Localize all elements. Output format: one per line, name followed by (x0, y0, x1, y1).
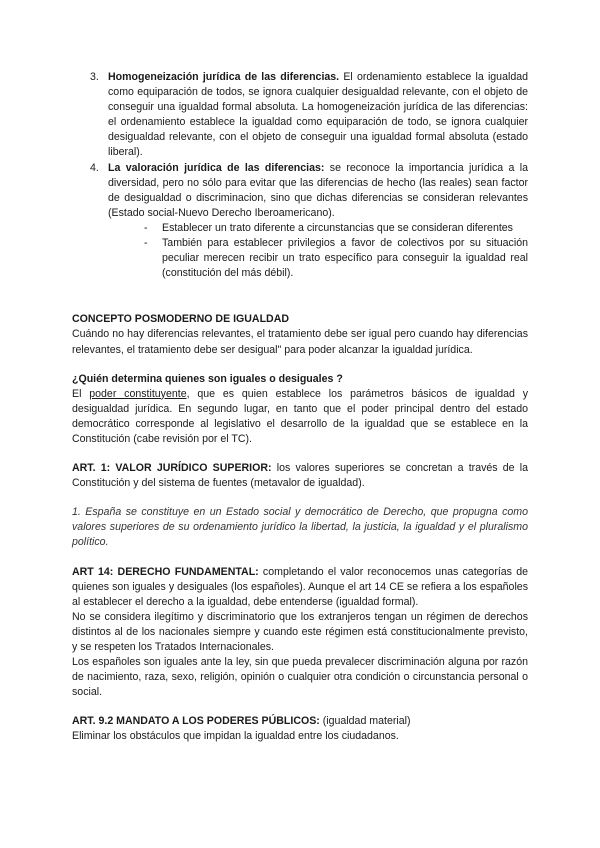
paragraph-art92: ART. 9.2 MANDATO A LOS PODERES PÚBLICOS: (igualdad material) (72, 715, 411, 728)
sub-list-item: - Establecer un trato diferente a circunstancias que se consideran diferentes (144, 221, 513, 234)
underlined-term: poder constituyente, (89, 387, 190, 400)
paragraph-art14-iguales: Los españoles son iguales ante la ley, sin que pueda prevalecer discriminación alguna por razón de nacimiento, raza, sexo, religión, opinión o cualquier otra condición o circunstancia personal o social. (72, 656, 528, 699)
sub-list-item: - También para establecer privilegios a favor de colectivos por su situación peculiar merecen recibir un trato específico para conseguir la igualdad real (constitución del más débil). (144, 237, 528, 280)
list-item-4 (90, 161, 528, 282)
list-title: Homogeneización jurídica de las diferencias. (108, 71, 340, 83)
list-number: 4. (90, 161, 99, 174)
list-number: 3. (90, 71, 99, 83)
quote-art1: 1. España se constituye en un Estado social y democrático de Derecho, que propugna como valores superiores de su ordenamiento jurídico la libertad, la justicia, la igualdad y el pluralismo político. (72, 506, 528, 549)
section-heading-art14: ART 14: DERECHO FUNDAMENTAL: (72, 565, 259, 578)
document-page (72, 70, 528, 745)
paragraph-posmoderno: Cuándo no hay diferencias relevantes, el tratamiento debe ser igual pero cuando hay diferencias relevantes, el tratamiento debe ser desigual" para poder alcanzar la igualdad jurídica. (72, 328, 528, 356)
list-title: La valoración jurídica de las diferencias: (108, 161, 325, 174)
paragraph-art1: ART. 1: VALOR JURÍDICO SUPERIOR: los valores superiores se concretan a través de la Constitución y del sistema de fuentes (metavalor de igualdad). (72, 462, 528, 490)
paragraph-art14: ART 14: DERECHO FUNDAMENTAL: completando el valor reconocemos unas categorías de quienes son iguales y desiguales (los españoles). Aunque el art 14 CE se refiera a los españoles al establecer el derecho a la igualdad, debe entenderse (igualdad formal). (72, 565, 528, 608)
section-heading-quien: ¿Quién determina quienes son iguales o desiguales ? (72, 372, 343, 385)
list-paragraph (108, 161, 528, 221)
paragraph-quien: El poder constituyente, que es quien establece los parámetros básicos de igualdad y desigualdad jurídica. En segundo lugar, en tanto que el poder principal dentro del estado democrático corresponde al legislativo el desarrollo de la igualdad que se establece en la Constitución (cabe revisión por el TC). (72, 387, 529, 445)
sub-list (144, 221, 528, 281)
paragraph-art92-text: Eliminar los obstáculos que impidan la igualdad entre los ciudadanos. (72, 730, 399, 743)
list-paragraph (108, 70, 528, 161)
section-heading-art1: ART. 1: VALOR JURÍDICO SUPERIOR: (72, 462, 272, 475)
paragraph-art14-extranjeros: No se considera ilegítimo y discriminatorio que los extranjeros tengan un régimen de derechos distintos al de los nacionales siempre y cuando este régimen está constitucionalmente previsto, y se respeten los Tratados Internacionales. (72, 610, 528, 653)
list-text: se reconoce la importancia jurídica a la diversidad, pero no sólo para evitar que las diferencias de hecho (las reales) sean factor de desigualdad o discriminacion, sino que dichas diferencias se consideran relevantes (Estado social-Nuevo Derecho Iberoamericano). (108, 161, 528, 219)
list-text: El ordenamiento establece la igualdad como equiparación de todos, se ignora cualquier desigualdad relevante, con el objeto de conseguir una igualdad formal absoluta. La homogeneización jurídica de las diferencias: el ordenamiento establece la igualdad como equiparación de todo, se ignora cualquier desigualdad relevante, con el objeto de conseguir una igualdad formal absoluta (estado liberal). (108, 71, 528, 159)
section-heading-art92: ART. 9.2 MANDATO A LOS PODERES PÚBLICOS: (72, 715, 320, 728)
section-heading-posmoderno: CONCEPTO POSMODERNO DE IGUALDAD (72, 313, 289, 326)
list-item-3 (90, 70, 528, 161)
